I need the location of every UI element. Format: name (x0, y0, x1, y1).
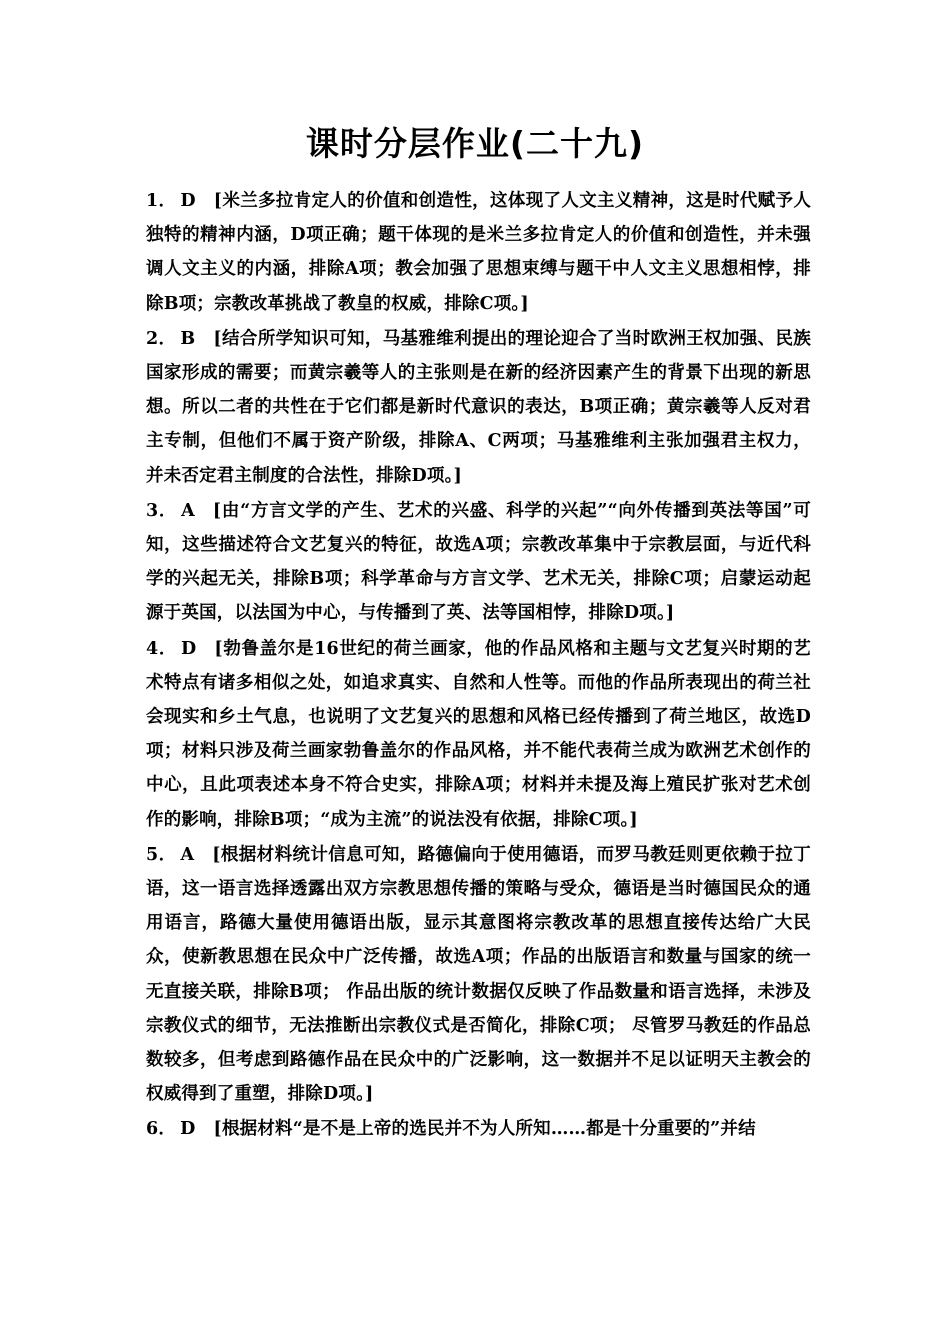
answer-explanation: [结合所学知识可知，马基雅维利提出的理论迎合了当时欧洲王权加强、民族国家形成的需要；而黄宗羲等人的主张则是在新的经济因素产生的背景下出现的新思想。所以二者的共性在于它们都是新时代意识的表达，B项正确；黄宗羲等人反对君主专制，但他们不属于资产阶级，排除A、C两项；马基雅维利主张加强君主权力，并未否定君主制度的合法性，排除D项。] (146, 328, 812, 486)
answer-letter: A (180, 844, 195, 865)
answer-explanation: [根据材料“是不是上帝的选民并不为人所知……都是十分重要的”并结 (213, 1119, 756, 1140)
answer-item (146, 1112, 811, 1146)
question-number: 3． (146, 500, 178, 521)
answer-item (146, 184, 811, 321)
answer-letter: A (181, 500, 195, 521)
answer-letter: D (180, 1119, 196, 1140)
answer-explanation: [米兰多拉肯定人的价值和创造性，这体现了人文主义精神，这是时代赋予人独特的精神内涵，D项正确；题干体现的是米兰多拉肯定人的价值和创造性，并未强调人文主义的内涵，排除A项；教会加强了思想束缚与题干中人文主义思想相悖，排除B项；宗教改革挑战了教皇的权威，排除C项。] (146, 191, 812, 314)
answer-letter: D (180, 191, 196, 211)
answer-item (146, 494, 811, 631)
answer-item (146, 322, 811, 493)
question-number: 4． (146, 638, 177, 659)
question-number: 2． (146, 328, 177, 349)
answer-letter: B (180, 328, 196, 349)
answer-explanation: [根据材料统计信息可知，路德偏向于使用德语，而罗马教廷则更依赖于拉丁语，这一语言选择透露出双方宗教思想传播的策略与受众，德语是当时德国民众的通用语言，路德大量使用德语出版，显示其意图将宗教改革的思想直接传达给广大民众，使新教思想在民众中广泛传播，故选A项；作品的出版语言和数量与国家的统一无直接关联，排除B项； 作品出版的统计数据仅反映了作品数量和语言选择，未涉及宗教仪式的细节，无法推断出宗教仪式是否简化，排除C项； 尽管罗马教廷的作品总数较多，但考虑到路德作品在民众中的广泛影响，这一数据并不足以证明天主教会的权威得到了重塑，排除D项。] (146, 844, 811, 1105)
answer-explanation: [由“方言文学的产生、艺术的兴盛、科学的兴起”“向外传播到英法等国”可知，这些描述符合文艺复兴的特征，故选A项；宗教改革集中于宗教层面，与近代科学的兴起无关，排除B项；科学革命与方言文学、艺术无关，排除C项；启蒙运动起源于英国，以法国为中心，与传播到了英、法等国相悖，排除D项。] (146, 500, 811, 624)
answer-item (146, 632, 811, 837)
answer-explanation: [勃鲁盖尔是16世纪的荷兰画家，他的作品风格和主题与文艺复兴时期的艺术特点有诸多相似之处，如追求真实、自然和人性等。而他的作品所表现出的荷兰社会现实和乡土气息，也说明了文艺复兴的思想和风格已经传播到了荷兰地区，故选D项；材料只涉及荷兰画家勃鲁盖尔的作品风格，并不能代表荷兰成为欧洲艺术创作的中心，且此项表述本身不符合史实，排除A项；材料并未提及海上殖民扩张对艺术创作的影响，排除B项；“成为主流”的说法没有依据，排除C项。] (146, 638, 811, 830)
question-number: 1． (146, 191, 177, 211)
answer-item (146, 838, 811, 1112)
page-title: 课时分层作业(二十九) (305, 124, 645, 163)
question-number: 6． (146, 1119, 177, 1140)
question-number: 5． (146, 844, 177, 865)
answer-letter: D (181, 638, 197, 659)
answer-list (146, 184, 811, 1147)
